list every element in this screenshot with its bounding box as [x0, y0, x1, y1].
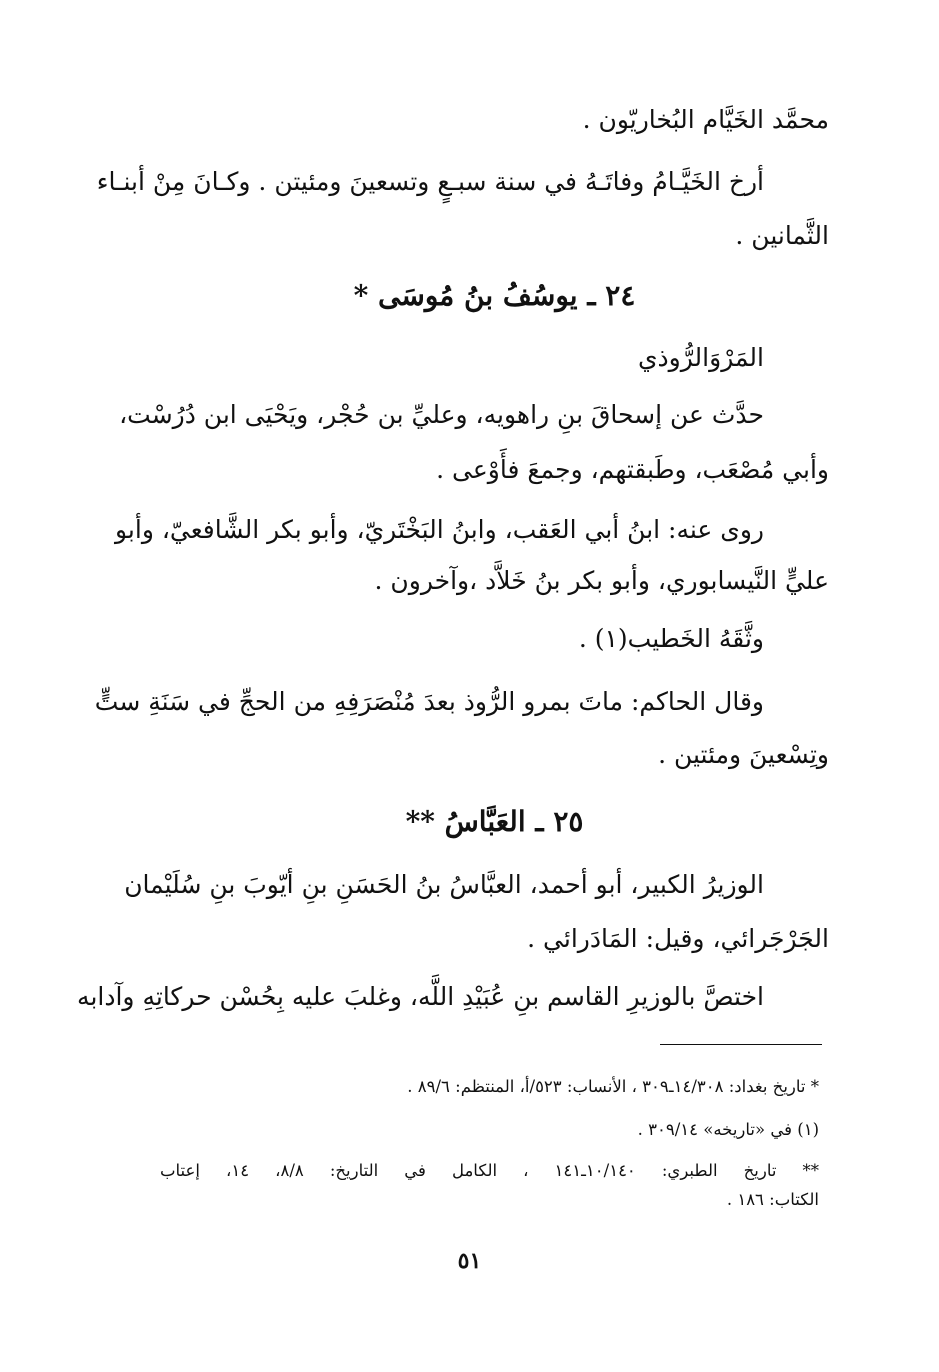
footnote-1: * تاريخ بغداد: ١٤/٣٠٨ـ٣٠٩ ، الأنساب: ٥٢٣/أ، المنتظم: ٨٩/٦ . — [407, 1077, 819, 1096]
footnote-separator — [660, 1044, 822, 1045]
text-line-13: الجَرْجَرائي، وقيل: المَادَرائي . — [527, 924, 829, 953]
text-line-8: عليٍّ النَّيسابوري، وأبو بكر بنُ خَلاَّد ،وآخرون . — [374, 566, 829, 595]
footnote-3-line-2: الكتاب: ١٨٦ . — [726, 1190, 819, 1209]
text-line-10: وقال الحاكم: ماتَ بمرو الرُّوذ بعدَ مُنْصَرَفِهِ من الحجِّ في سَنَةِ ستٍّ — [94, 687, 764, 716]
entry-heading-yusuf: ٢٤ ـ يوسُفُ بنُ مُوسَى * — [353, 279, 636, 312]
text-line-5: حدَّث عن إسحاقَ بنِ راهويه، وعليِّ بن حُجْر، ويَحْيَى ابن دُرُسْت، — [119, 400, 764, 429]
text-line-4: المَرْوَالرُّوذي — [637, 343, 764, 372]
text-line-12: الوزيرُ الكبير، أبو أحمد، العبَّاسُ بنُ الحَسَنِ بنِ أيّوبَ بنِ سُلَيْمان — [124, 870, 764, 899]
text-line-11: وتِسْعينَ ومئتين . — [658, 740, 829, 769]
text-line-2: أرخ الخَيَّـامُ وفاتَـهُ في سنة سبـعٍ وتسعينَ ومئيتن . وكـانَ مِنْ أبنـاء — [96, 167, 764, 196]
page-number: ٥١ — [457, 1248, 482, 1274]
text-line-9: وثَّقَهُ الخَطيب(١) . — [578, 624, 764, 653]
footnote-2: (١) في «تاريخه» ٣٠٩/١٤ . — [637, 1120, 819, 1139]
text-line-3: الثَّمانين . — [735, 221, 829, 250]
entry-heading-abbas: ٢٥ ـ العَبَّاسُ ** — [405, 805, 584, 838]
text-line-7: روى عنه: ابنُ أبي العَقب، وابنُ البَخْتَريّ، وأبو بكر الشَّافعيّ، وأبو — [115, 515, 764, 544]
footnote-3-line-1: ** تاريخ الطبري: ١٠/١٤٠ـ١٤١ ، الكامل في التاريخ: ٨/٨، ١٤، إعتاب — [160, 1161, 819, 1180]
text-line-6: وأبي مُصْعَب، وطَبقتهم، وجمعَ فأَوْعى . — [436, 455, 829, 484]
text-line-1: محمَّد الخَيَّام البُخاريّون . — [582, 105, 829, 134]
text-line-14: اختصَّ بالوزيرِ القاسم بنِ عُبَيْدِ اللَّه، وغلبَ عليه بِحُسْن حركاتِهِ وآدابه — [77, 982, 764, 1011]
